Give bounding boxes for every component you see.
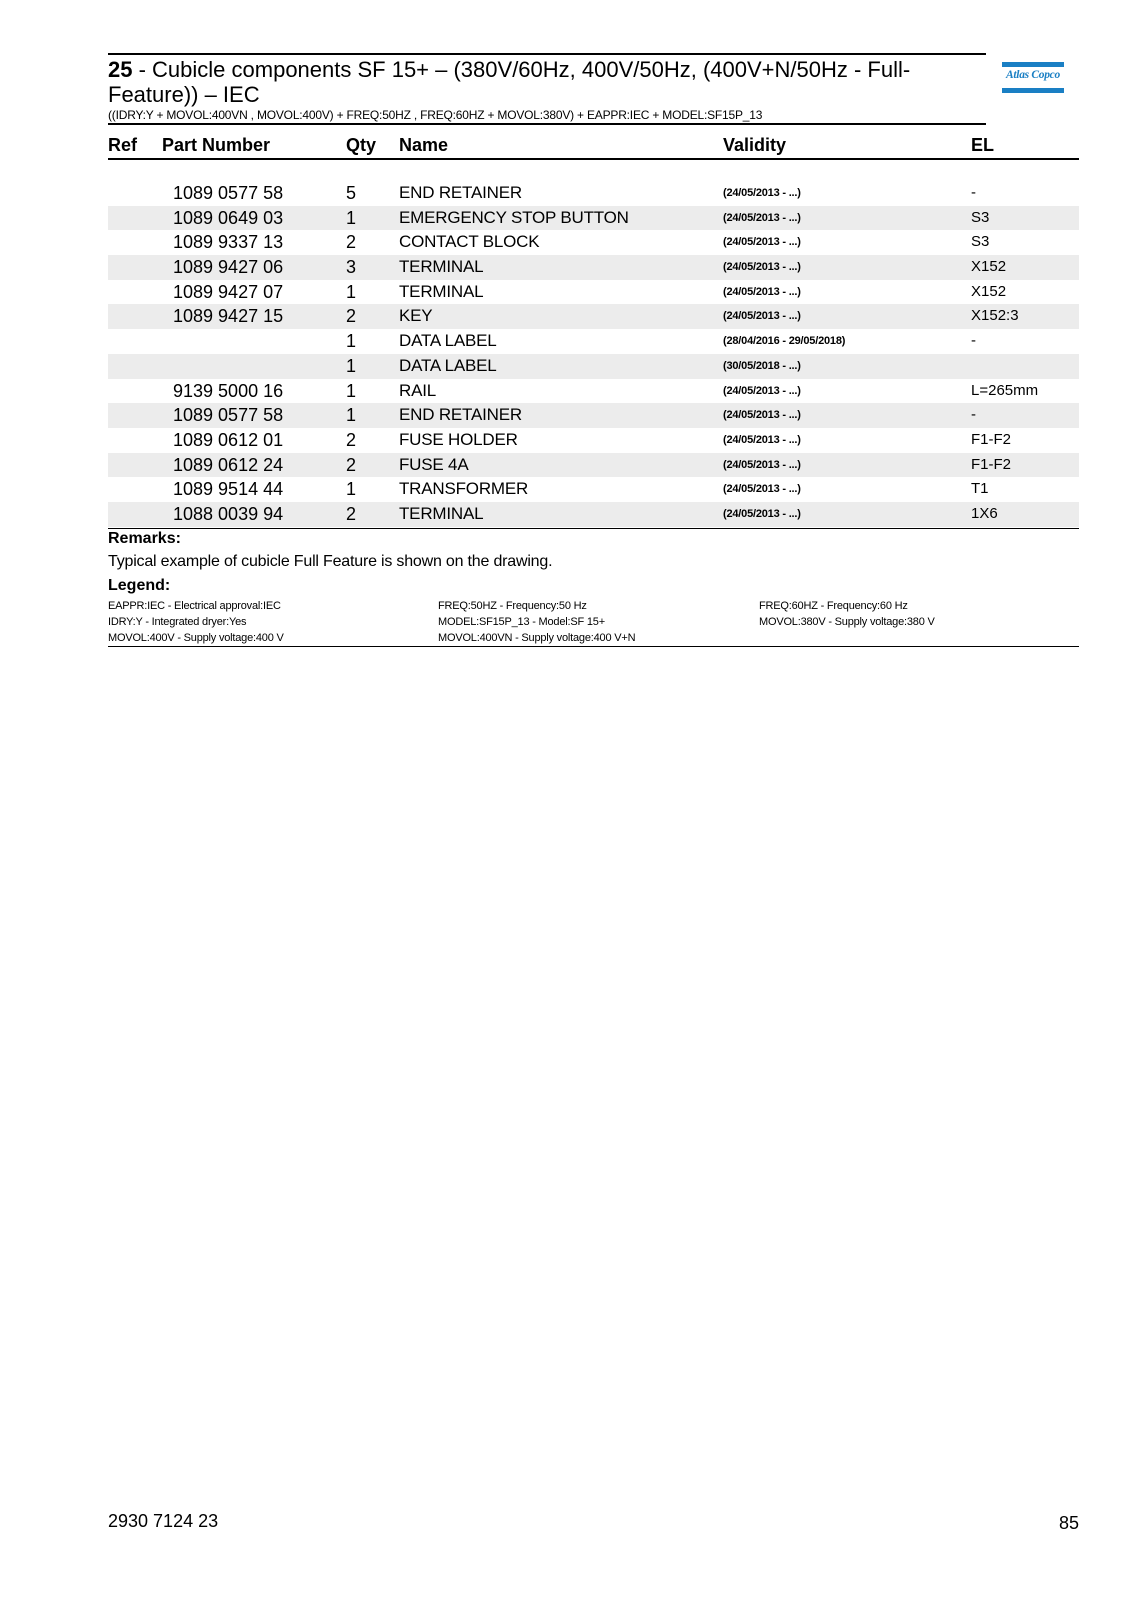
- column-header-validity: Validity: [723, 135, 787, 155]
- qty-cell: 2: [346, 503, 357, 524]
- table-row: [108, 230, 1079, 255]
- section-title: [108, 55, 986, 107]
- part-number-cell: 1089 9427 06: [173, 257, 284, 278]
- legend-item: MOVOL:380V - Supply voltage:380 V: [759, 616, 935, 628]
- name-cell: KEY: [399, 306, 433, 326]
- legend-item: FREQ:60HZ - Frequency:60 Hz: [759, 600, 908, 612]
- validity-cell: (24/05/2013 - ...): [723, 236, 801, 249]
- qty-cell: 1: [346, 355, 357, 376]
- atlas-copco-logo: [1002, 62, 1064, 96]
- part-number-cell: 1089 0612 24: [173, 454, 284, 475]
- logo-text: Atlas Copco: [1006, 69, 1060, 81]
- part-number-cell: 1089 0649 03: [173, 207, 284, 228]
- page-header: [108, 53, 986, 124]
- table-row: [108, 181, 1079, 206]
- table-row: [108, 304, 1079, 329]
- el-cell: X152:3: [971, 307, 1019, 325]
- el-cell: S3: [971, 233, 990, 251]
- table-row: [108, 379, 1079, 404]
- part-number-cell: 1089 0577 58: [173, 183, 284, 203]
- el-cell: T1: [971, 480, 989, 498]
- qty-cell: 1: [346, 479, 357, 500]
- column-header-el: EL: [971, 135, 995, 155]
- legend-item: MOVOL:400VN - Supply voltage:400 V+N: [438, 632, 636, 644]
- column-header-qty: Qty: [346, 135, 377, 155]
- qty-cell: 3: [346, 257, 357, 278]
- el-cell: F1-F2: [971, 430, 1012, 448]
- validity-cell: (24/05/2013 - ...): [723, 409, 801, 422]
- legend-item: FREQ:50HZ - Frequency:50 Hz: [438, 600, 587, 612]
- part-number-cell: 1089 0577 58: [173, 405, 284, 426]
- qty-cell: 1: [346, 405, 357, 426]
- parts-table-bottom-rule: [108, 528, 1079, 529]
- legend-item: MOVOL:400V - Supply voltage:400 V: [108, 632, 284, 644]
- document-number: 2930 7124 23: [108, 1511, 219, 1531]
- el-cell: L=265mm: [971, 381, 1039, 399]
- part-number-cell: 1089 9427 07: [173, 281, 284, 302]
- validity-cell: (24/05/2013 - ...): [723, 310, 801, 323]
- section-title-text: - Cubicle components SF 15+ – (380V/60Hz, 400V/50Hz, (400V+N/50Hz - Full-Feature)) – IEC: [108, 57, 911, 107]
- qty-cell: 1: [346, 281, 357, 302]
- part-number-cell: 1089 9337 13: [173, 232, 284, 253]
- el-cell: X152: [971, 258, 1007, 276]
- table-row: [108, 477, 1079, 502]
- name-cell: DATA LABEL: [399, 331, 497, 351]
- legend-item: MODEL:SF15P_13 - Model:SF 15+: [438, 616, 605, 628]
- legend-title: Legend:: [108, 577, 171, 594]
- el-cell: -: [971, 332, 976, 350]
- el-cell: X152: [971, 282, 1007, 300]
- validity-cell: (24/05/2013 - ...): [723, 483, 801, 496]
- remarks-text: Typical example of cubicle Full Feature is shown on the drawing.: [108, 553, 553, 570]
- header-divider: [108, 123, 986, 125]
- name-cell: TERMINAL: [399, 257, 484, 277]
- part-number-cell: 1089 9514 44: [173, 479, 284, 500]
- validity-cell: (24/05/2013 - ...): [723, 187, 801, 199]
- name-cell: RAIL: [399, 380, 436, 400]
- part-number-cell: 1089 0612 01: [173, 429, 284, 450]
- validity-cell: (24/05/2013 - ...): [723, 384, 801, 397]
- el-cell: F1-F2: [971, 455, 1012, 473]
- column-header-ref: Ref: [108, 135, 138, 155]
- qty-cell: 1: [346, 380, 357, 401]
- parts-table: [108, 181, 1079, 527]
- validity-cell: (30/05/2018 - ...): [723, 359, 801, 372]
- validity-cell: (24/05/2013 - ...): [723, 507, 801, 520]
- applicability-condition: ((IDRY:Y + MOVOL:400VN , MOVOL:400V) + FREQ:50HZ , FREQ:60HZ + MOVOL:380V) + EAPPR:IEC + MODEL:SF15P_13: [108, 108, 763, 122]
- table-row: [108, 280, 1079, 305]
- el-cell: 1X6: [971, 504, 998, 522]
- name-cell: EMERGENCY STOP BUTTON: [399, 207, 629, 227]
- el-cell: -: [971, 184, 976, 201]
- table-row: [108, 354, 1079, 379]
- qty-cell: 2: [346, 232, 357, 253]
- table-row: [108, 428, 1079, 453]
- remarks-title: Remarks:: [108, 530, 181, 547]
- qty-cell: 5: [346, 183, 357, 203]
- name-cell: FUSE HOLDER: [399, 429, 518, 449]
- part-number-cell: 1088 0039 94: [173, 503, 284, 524]
- column-header-part-number: Part Number: [162, 135, 271, 155]
- validity-cell: (24/05/2013 - ...): [723, 433, 801, 446]
- name-cell: CONTACT BLOCK: [399, 232, 540, 252]
- el-cell: -: [971, 406, 976, 424]
- name-cell: TERMINAL: [399, 281, 484, 301]
- name-cell: DATA LABEL: [399, 355, 497, 375]
- column-header-divider: [108, 158, 1079, 160]
- el-cell: S3: [971, 208, 990, 226]
- validity-cell: (24/05/2013 - ...): [723, 458, 801, 471]
- validity-cell: (24/05/2013 - ...): [723, 285, 801, 298]
- table-row: [108, 255, 1079, 280]
- qty-cell: 2: [346, 454, 357, 475]
- section-number: 25: [108, 57, 133, 82]
- name-cell: END RETAINER: [399, 405, 522, 425]
- table-row: [108, 502, 1079, 527]
- table-row: [108, 403, 1079, 428]
- qty-cell: 1: [346, 207, 357, 228]
- table-row: [108, 206, 1079, 231]
- qty-cell: 1: [346, 331, 357, 352]
- name-cell: TRANSFORMER: [399, 479, 529, 499]
- validity-cell: (24/05/2013 - ...): [723, 261, 801, 274]
- table-row: [108, 329, 1079, 354]
- column-header-name: Name: [399, 135, 449, 155]
- logo-top-bar: [1002, 62, 1064, 67]
- validity-cell: (24/05/2013 - ...): [723, 211, 801, 224]
- logo-bottom-bar: [1002, 88, 1064, 93]
- page-number: 85: [1058, 1513, 1079, 1533]
- part-number-cell: 9139 5000 16: [173, 380, 284, 401]
- qty-cell: 2: [346, 306, 357, 327]
- name-cell: END RETAINER: [399, 183, 522, 202]
- legend-item: IDRY:Y - Integrated dryer:Yes: [108, 616, 247, 628]
- qty-cell: 2: [346, 429, 357, 450]
- table-row: [108, 453, 1079, 478]
- name-cell: TERMINAL: [399, 503, 484, 523]
- name-cell: FUSE 4A: [399, 454, 469, 474]
- validity-cell: (28/04/2016 - 29/05/2018): [723, 335, 846, 348]
- legend-item: EAPPR:IEC - Electrical approval:IEC: [108, 600, 281, 612]
- legend-bottom-rule: [108, 646, 1079, 647]
- part-number-cell: 1089 9427 15: [173, 306, 284, 327]
